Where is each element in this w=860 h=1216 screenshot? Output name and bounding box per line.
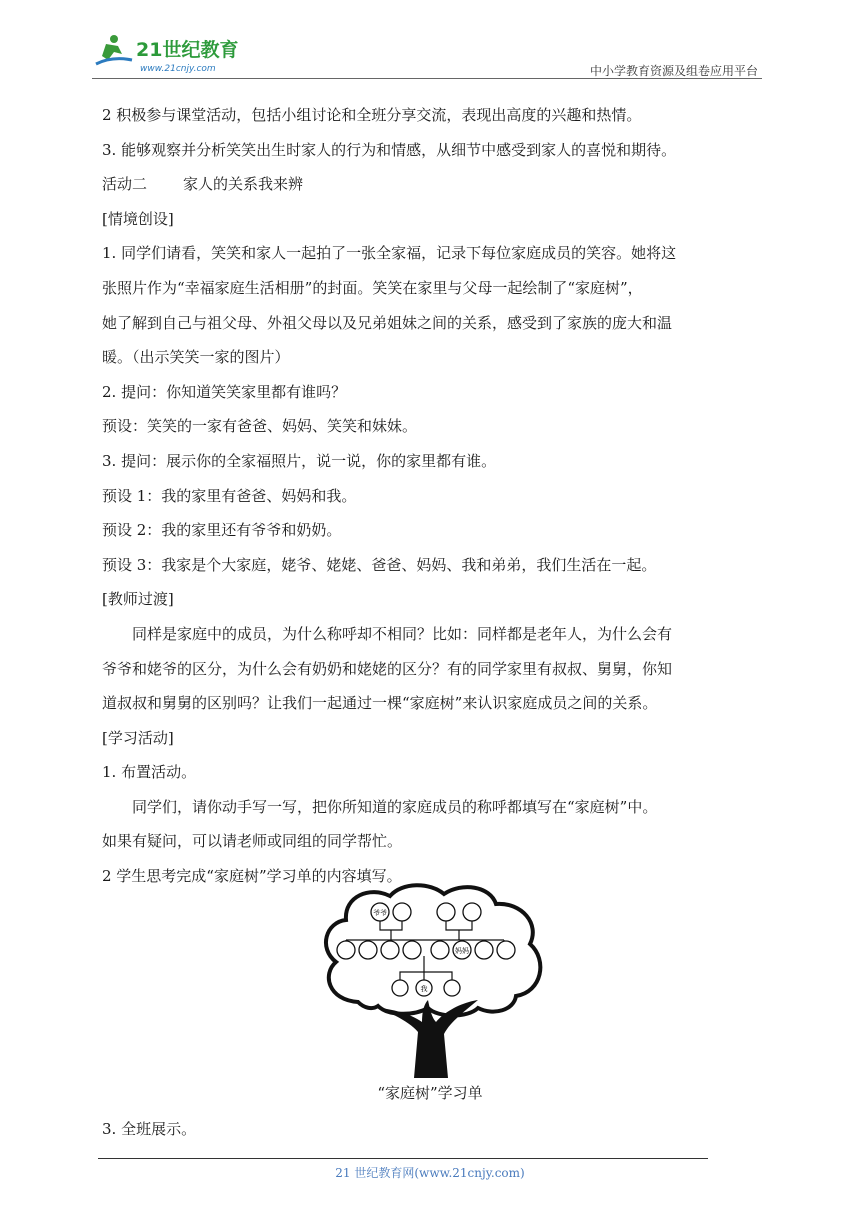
paragraph: 2 积极参与课堂活动，包括小组讨论和全班分享交流，表现出高度的兴趣和热情。 [102,106,642,124]
paragraph: 预设：笑笑的一家有爸爸、妈妈、笑笑和妹妹。 [102,417,418,436]
svg-text:www.21cnjy.com: www.21cnjy.com [140,64,216,74]
paragraph: 张照片作为“幸福家庭生活相册”的封面。笑笑在家里与父母一起绘制了“家庭树”， [102,278,643,297]
footer-text: 21 世纪教育网(www.21cnjy.com) [335,1166,525,1180]
section-number: 活动二 [102,175,148,194]
label-me: 我 [420,985,428,993]
svg-text:21世纪教育: 21世纪教育 [136,39,239,61]
paragraph: 暖。（出示笑笑一家的图片） [102,348,290,367]
paragraph: 同学们，请你动手写一写，把你所知道的家庭成员的称呼都填写在“家庭树”中。 [132,797,658,816]
subheading: [学习活动] [102,728,174,747]
tree-trunk [380,1000,478,1078]
subheading: [教师过渡] [102,590,174,609]
paragraph: 她了解到自己与祖父母、外祖父母以及兄弟姐妹之间的关系，感受到了家族的庞大和温 [102,313,673,332]
paragraph: 如果有疑问，可以请老师或同组的同学帮忙。 [102,832,403,851]
paragraph: 1. 布置活动。 [102,763,197,782]
paragraph: 2 学生思考完成“家庭树”学习单的内容填写。 [102,867,402,886]
section-title: 家人的关系我来辨 [183,175,304,194]
logo-21cnjy [92,30,272,76]
paragraph: 预设 2：我的家里还有爷爷和奶奶。 [102,521,342,540]
page-header [92,30,762,82]
paragraph: 预设 1：我的家里有爸爸、妈妈和我。 [102,486,357,505]
platform-name: 中小学教育资源及组卷应用平台 [589,64,758,78]
label-grandpa: 爷爷 [373,909,387,917]
header-divider [92,78,762,79]
footer-divider [98,1158,708,1159]
document-body [102,98,762,894]
paragraph: 预设 3：我家是个大家庭，姥爷、姥姥、爸爸、妈妈、我和弟弟，我们生活在一起。 [102,555,657,574]
paragraph: 爷爷和姥爷的区分，为什么会有奶奶和姥姥的区分？有的同学家里有叔叔、舅舅，你知 [102,659,673,678]
paragraph: 同样是家庭中的成员，为什么称呼却不相同？比如：同样都是老年人，为什么会有 [132,624,673,643]
label-mom: 妈妈 [455,947,469,955]
paragraph: 1. 同学们请看，笑笑和家人一起拍了一张全家福，记录下每位家庭成员的笑容。她将这 [102,244,677,263]
figure-caption: “家庭树”学习单 [377,1084,483,1102]
paragraph: 3. 全班展示。 [102,1120,197,1138]
paragraph: 2. 提问：你知道笑笑家里都有谁吗？ [102,382,347,401]
paragraph: 道叔叔和舅舅的区别吗？让我们一起通过一棵“家庭树”来认识家庭成员之间的关系。 [102,694,658,713]
subheading: [情境创设] [102,209,174,228]
paragraph: 3. 提问：展示你的全家福照片，说一说，你的家里都有谁。 [102,451,497,470]
runner-icon [96,35,132,64]
family-tree-figure [318,882,550,1078]
paragraph: 3. 能够观察并分析笑笑出生时家人的行为和情感，从细节中感受到家人的喜悦和期待。 [102,140,677,159]
section-heading [102,167,762,202]
